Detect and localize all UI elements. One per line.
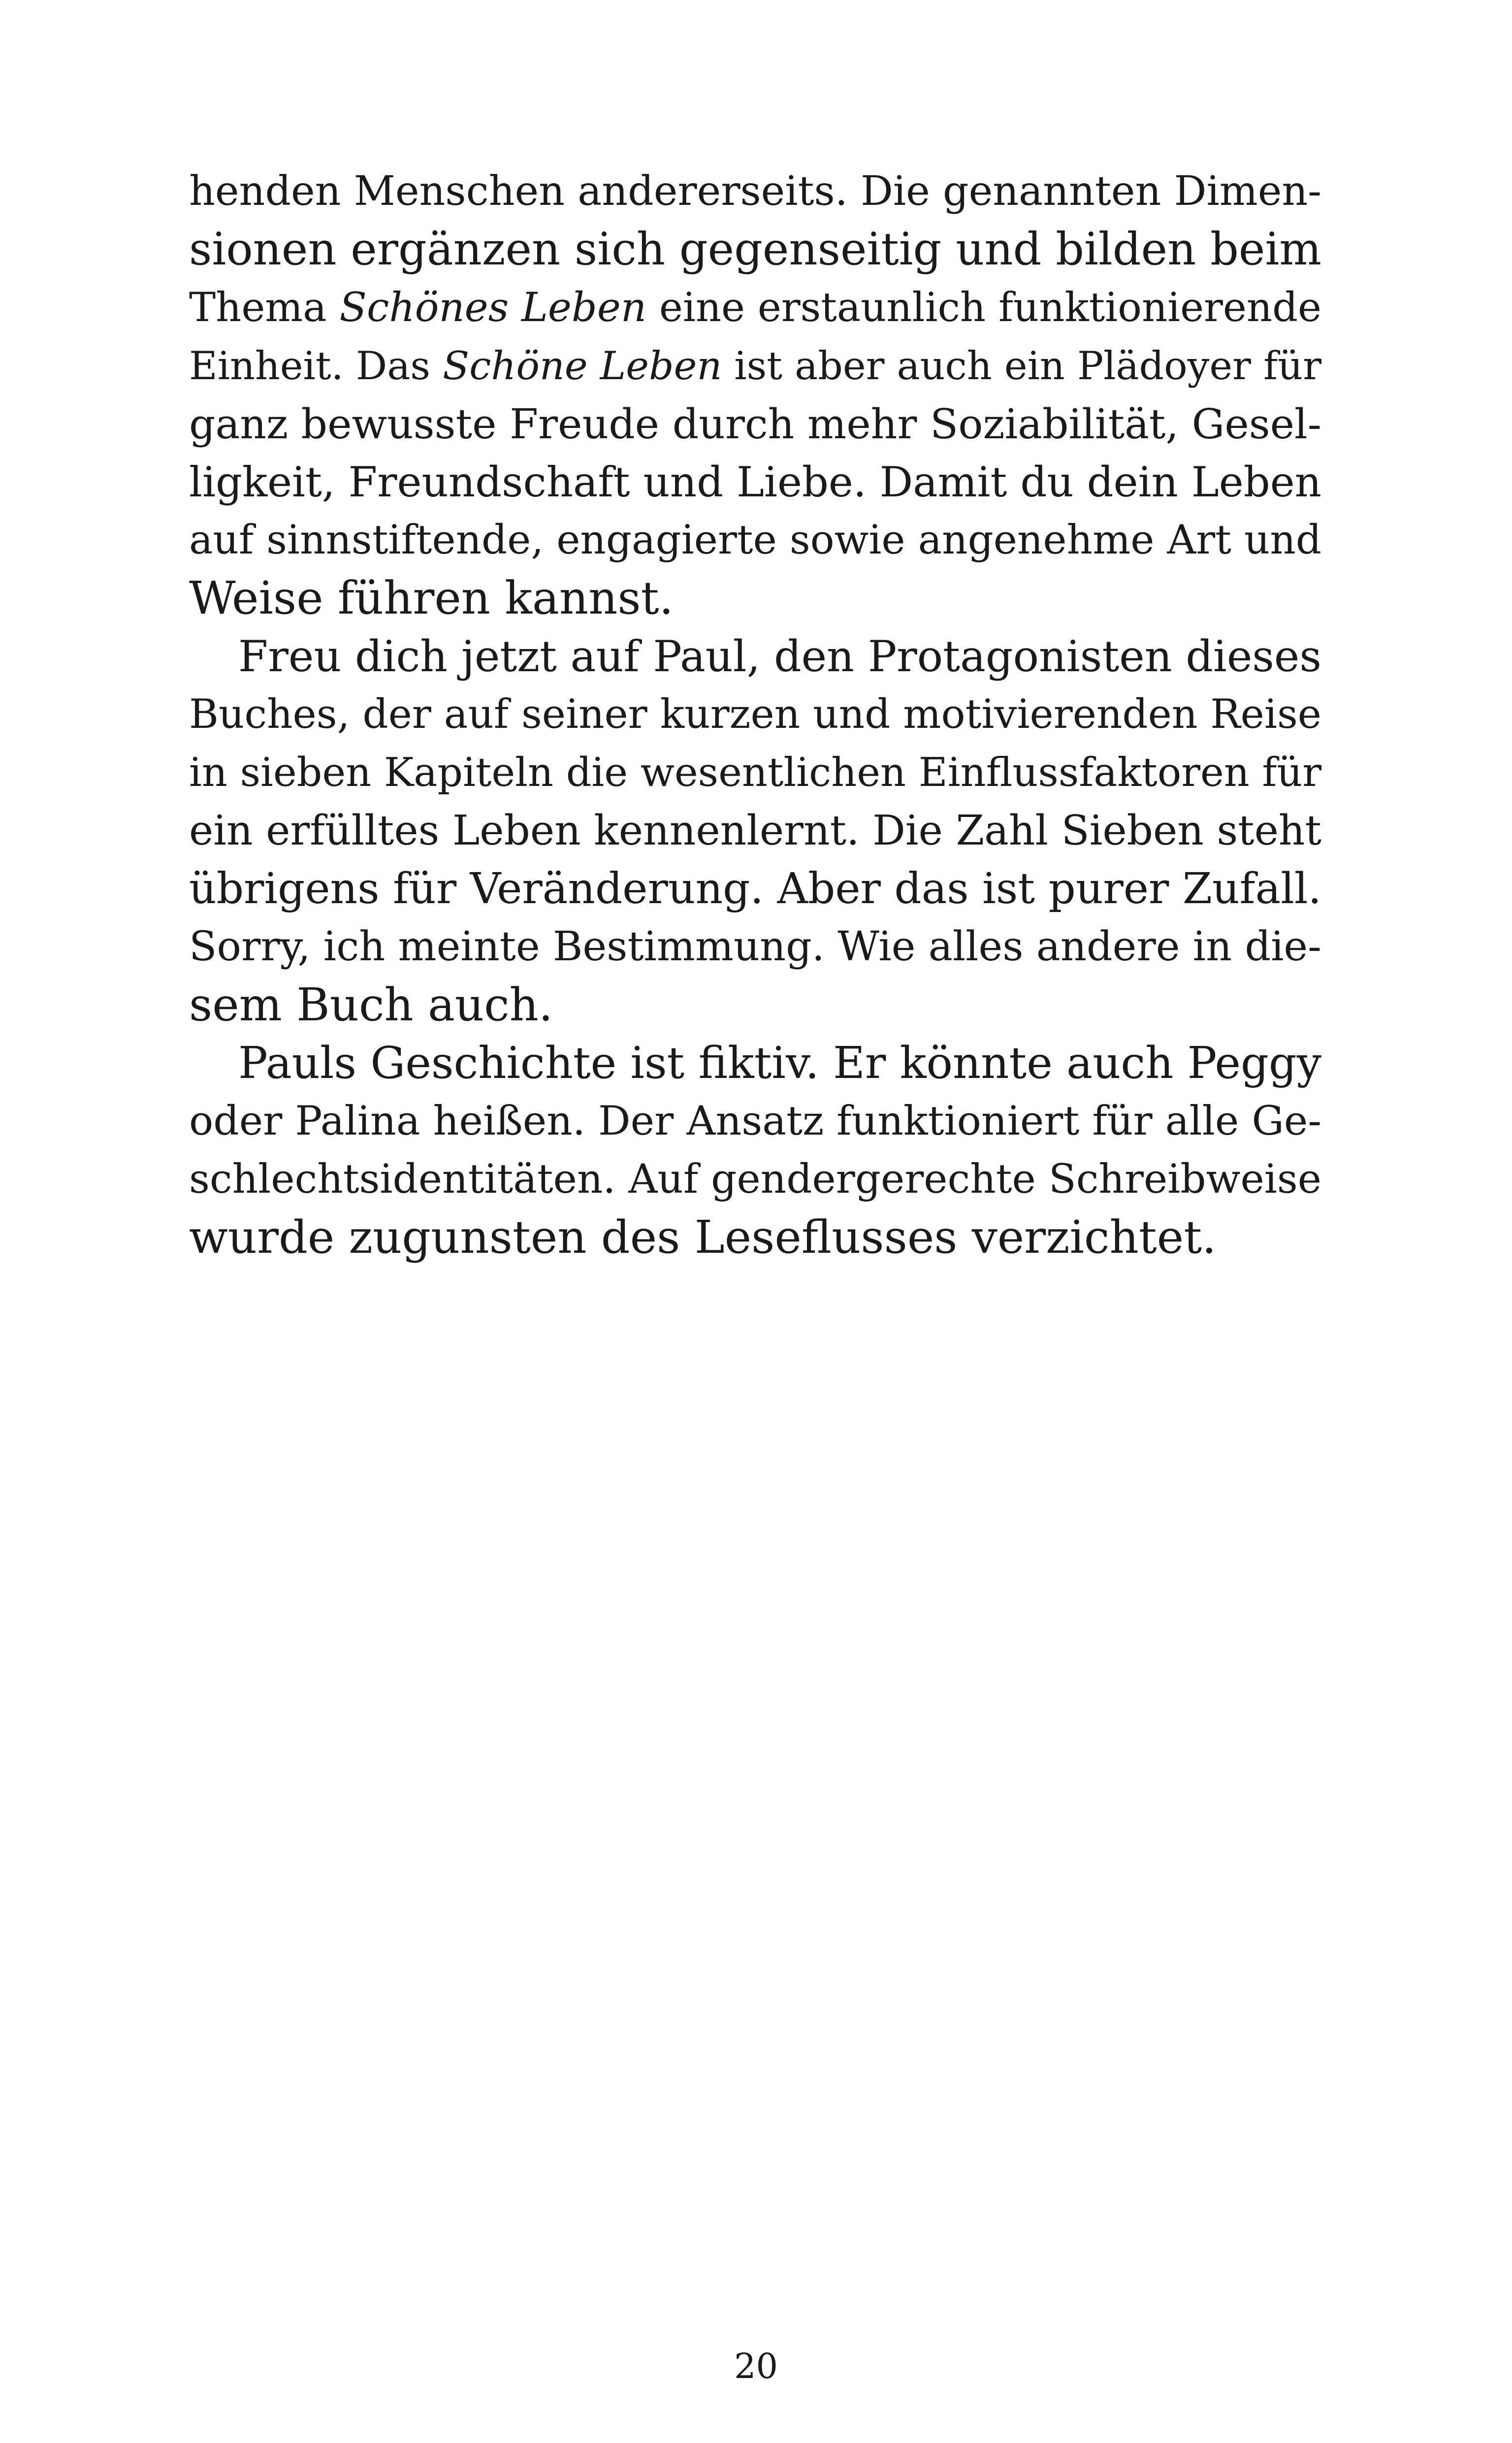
body-text (189, 163, 1321, 1267)
text-run: auf sinnstiftende, engagierte sowie angenehme Art und (189, 517, 1321, 563)
text-run: sionen ergänzen sich gegenseitig und bilden beim (189, 224, 1321, 275)
text-line (189, 279, 1321, 337)
text-run: oder Palina heißen. Der Ansatz funktioniert für alle Ge- (189, 1098, 1321, 1144)
text-run: sem Buch auch. (189, 978, 553, 1031)
italic-text-run: Schöne Leben (443, 343, 722, 389)
text-run: Weise führen kannst. (189, 572, 674, 624)
text-run: in sieben Kapiteln die wesentlichen Einflussfaktoren für (189, 749, 1321, 796)
text-run: eine erstaunlich funktionierende (646, 285, 1321, 331)
text-line (189, 569, 1321, 627)
text-line (189, 1208, 1321, 1267)
text-line (189, 337, 1321, 395)
text-line (189, 453, 1321, 511)
paragraph (189, 163, 1321, 627)
italic-text-run: Schönes Leben (339, 285, 647, 331)
text-line (189, 976, 1321, 1034)
text-run: Freu dich jetzt auf Paul, den Protagonisten dieses (238, 631, 1321, 682)
text-line (189, 1092, 1321, 1150)
page-number: 20 (734, 2346, 778, 2386)
text-line (189, 395, 1321, 453)
text-line (189, 511, 1321, 569)
paragraph (189, 1034, 1321, 1267)
text-run: schlechtsidentitäten. Auf gendergerechte Schreibweise (189, 1156, 1321, 1203)
text-line (189, 860, 1321, 918)
text-line (189, 163, 1321, 221)
text-run: Einheit. Das (189, 343, 443, 389)
text-line (189, 221, 1321, 279)
text-run: Pauls Geschichte ist fiktiv. Er könnte auch Peggy (238, 1038, 1321, 1088)
text-run: Thema (189, 285, 340, 331)
text-run: Sorry, ich meinte Bestimmung. Wie alles andere in die- (189, 923, 1321, 970)
text-line (189, 918, 1321, 976)
text-run: wurde zugunsten des Leseflusses verzichtet. (189, 1211, 1217, 1264)
paragraph (189, 627, 1321, 1034)
text-line (189, 744, 1321, 802)
text-run: henden Menschen andererseits. Die genannten Dimen- (189, 168, 1321, 215)
text-line (189, 1150, 1321, 1208)
text-line (189, 802, 1321, 860)
text-run: ein erfülltes Leben kennenlernt. Die Zahl Sieben steht (189, 807, 1321, 854)
text-line (189, 627, 1321, 685)
text-run: übrigens für Veränderung. Aber das ist purer Zufall. (189, 864, 1321, 913)
text-run: ist aber auch ein Plädoyer für (722, 343, 1321, 389)
text-run: ligkeit, Freundschaft und Liebe. Damit du dein Leben (189, 458, 1321, 506)
text-run: Buches, der auf seiner kurzen und motivierenden Reise (189, 691, 1321, 738)
text-line (189, 685, 1321, 744)
text-line (189, 1034, 1321, 1092)
text-run: ganz bewusste Freude durch mehr Soziabilität, Gesel- (189, 400, 1321, 448)
